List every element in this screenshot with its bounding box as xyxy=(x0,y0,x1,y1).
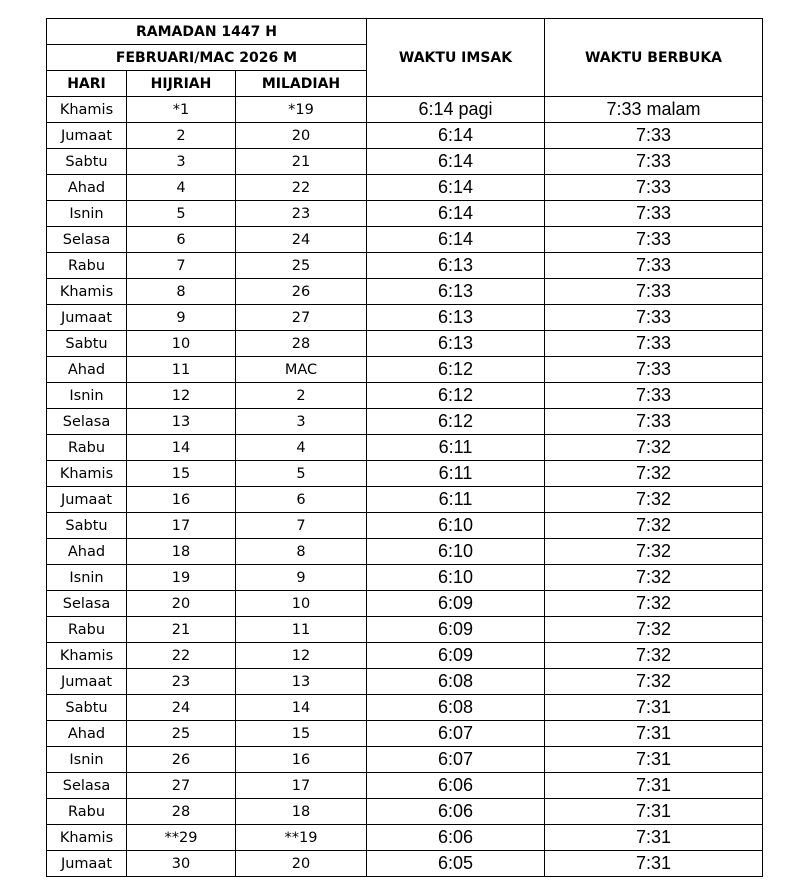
table-row xyxy=(47,643,763,669)
day-cell: Rabu xyxy=(47,435,127,461)
day-cell: Ahad xyxy=(47,539,127,565)
miladi-date-cell: 21 xyxy=(236,149,367,175)
berbuka-time-cell: 7:32 xyxy=(545,487,763,513)
hijri-date-cell: 22 xyxy=(127,643,236,669)
hijri-date-cell: 2 xyxy=(127,123,236,149)
miladi-date-cell: 15 xyxy=(236,721,367,747)
table-row xyxy=(47,435,763,461)
imsak-time-cell: 6:13 xyxy=(367,279,545,305)
miladi-date-cell: 28 xyxy=(236,331,367,357)
imsak-time-cell: 6:13 xyxy=(367,305,545,331)
hijri-date-cell: 5 xyxy=(127,201,236,227)
berbuka-time-cell: 7:31 xyxy=(545,799,763,825)
miladi-date-cell: 23 xyxy=(236,201,367,227)
day-cell: Selasa xyxy=(47,773,127,799)
hijri-date-cell: 21 xyxy=(127,617,236,643)
imsak-time-cell: 6:14 xyxy=(367,227,545,253)
hijri-date-cell: 28 xyxy=(127,799,236,825)
day-cell: Isnin xyxy=(47,747,127,773)
imsak-time-cell: 6:11 xyxy=(367,461,545,487)
berbuka-time-cell: 7:32 xyxy=(545,617,763,643)
berbuka-time-cell: 7:32 xyxy=(545,643,763,669)
month-subtitle: FEBRUARI/MAC 2026 M xyxy=(47,45,367,71)
hijri-date-cell: 23 xyxy=(127,669,236,695)
day-cell: Khamis xyxy=(47,461,127,487)
table-row xyxy=(47,851,763,877)
berbuka-time-cell: 7:32 xyxy=(545,591,763,617)
table-row xyxy=(47,253,763,279)
table-row xyxy=(47,409,763,435)
miladi-date-cell: 8 xyxy=(236,539,367,565)
table-row xyxy=(47,513,763,539)
berbuka-time-cell: 7:31 xyxy=(545,721,763,747)
berbuka-time-cell: 7:33 xyxy=(545,149,763,175)
table-row xyxy=(47,799,763,825)
imsak-time-cell: 6:14 xyxy=(367,175,545,201)
day-cell: Selasa xyxy=(47,409,127,435)
table-body xyxy=(47,97,763,877)
table-row xyxy=(47,123,763,149)
day-cell: Khamis xyxy=(47,825,127,851)
ramadan-title: RAMADAN 1447 H xyxy=(47,19,367,45)
day-cell: Jumaat xyxy=(47,487,127,513)
day-cell: Isnin xyxy=(47,383,127,409)
hijri-date-cell: 3 xyxy=(127,149,236,175)
berbuka-time-cell: 7:33 xyxy=(545,383,763,409)
miladi-date-cell: 3 xyxy=(236,409,367,435)
hijri-date-cell: 26 xyxy=(127,747,236,773)
day-cell: Selasa xyxy=(47,591,127,617)
hijri-date-cell: 12 xyxy=(127,383,236,409)
day-cell: Ahad xyxy=(47,357,127,383)
table-row xyxy=(47,357,763,383)
imsak-time-cell: 6:07 xyxy=(367,721,545,747)
day-cell: Isnin xyxy=(47,201,127,227)
miladi-date-cell: 13 xyxy=(236,669,367,695)
table-row xyxy=(47,721,763,747)
imsak-time-cell: 6:06 xyxy=(367,825,545,851)
day-cell: Jumaat xyxy=(47,851,127,877)
miladi-column-header: MILADIAH xyxy=(236,71,367,97)
day-cell: Sabtu xyxy=(47,695,127,721)
hijri-date-cell: 6 xyxy=(127,227,236,253)
berbuka-time-cell: 7:33 xyxy=(545,201,763,227)
berbuka-time-cell: 7:33 xyxy=(545,227,763,253)
imsak-time-cell: 6:14 pagi xyxy=(367,97,545,123)
berbuka-time-cell: 7:33 xyxy=(545,409,763,435)
day-cell: Khamis xyxy=(47,643,127,669)
table-row xyxy=(47,461,763,487)
hijri-date-cell: 11 xyxy=(127,357,236,383)
berbuka-time-cell: 7:33 xyxy=(545,279,763,305)
berbuka-time-cell: 7:33 xyxy=(545,331,763,357)
berbuka-time-cell: 7:33 malam xyxy=(545,97,763,123)
day-cell: Rabu xyxy=(47,253,127,279)
miladi-date-cell: 12 xyxy=(236,643,367,669)
day-cell: Sabtu xyxy=(47,149,127,175)
imsak-time-cell: 6:06 xyxy=(367,773,545,799)
table-header xyxy=(47,19,763,97)
hijri-date-cell: 14 xyxy=(127,435,236,461)
hijri-date-cell: 19 xyxy=(127,565,236,591)
miladi-date-cell: 25 xyxy=(236,253,367,279)
imsak-time-cell: 6:12 xyxy=(367,409,545,435)
imsak-time-cell: 6:10 xyxy=(367,565,545,591)
imsak-time-cell: 6:09 xyxy=(367,643,545,669)
hijri-date-cell: 24 xyxy=(127,695,236,721)
day-cell: Selasa xyxy=(47,227,127,253)
hijri-date-cell: 15 xyxy=(127,461,236,487)
berbuka-time-cell: 7:31 xyxy=(545,695,763,721)
day-cell: Ahad xyxy=(47,721,127,747)
berbuka-time-cell: 7:33 xyxy=(545,175,763,201)
day-cell: Jumaat xyxy=(47,305,127,331)
miladi-date-cell: 24 xyxy=(236,227,367,253)
imsak-time-cell: 6:13 xyxy=(367,331,545,357)
hijri-date-cell: 25 xyxy=(127,721,236,747)
berbuka-time-cell: 7:32 xyxy=(545,461,763,487)
day-cell: Jumaat xyxy=(47,123,127,149)
miladi-date-cell: 27 xyxy=(236,305,367,331)
imsak-time-cell: 6:05 xyxy=(367,851,545,877)
day-cell: Sabtu xyxy=(47,513,127,539)
berbuka-time-cell: 7:33 xyxy=(545,357,763,383)
hijri-date-cell: 18 xyxy=(127,539,236,565)
miladi-date-cell: 16 xyxy=(236,747,367,773)
berbuka-time-cell: 7:31 xyxy=(545,825,763,851)
berbuka-time-cell: 7:31 xyxy=(545,773,763,799)
hijri-date-cell: 13 xyxy=(127,409,236,435)
day-cell: Ahad xyxy=(47,175,127,201)
imsak-time-cell: 6:12 xyxy=(367,357,545,383)
miladi-date-cell: 22 xyxy=(236,175,367,201)
miladi-date-cell: 20 xyxy=(236,123,367,149)
table-row xyxy=(47,305,763,331)
miladi-date-cell: 10 xyxy=(236,591,367,617)
table-row xyxy=(47,227,763,253)
imsak-time-cell: 6:11 xyxy=(367,435,545,461)
table-row xyxy=(47,695,763,721)
miladi-date-cell: 26 xyxy=(236,279,367,305)
miladi-date-cell: *19 xyxy=(236,97,367,123)
berbuka-time-cell: 7:33 xyxy=(545,123,763,149)
day-cell: Khamis xyxy=(47,97,127,123)
table-row xyxy=(47,773,763,799)
miladi-date-cell: MAC xyxy=(236,357,367,383)
table-row xyxy=(47,201,763,227)
imsak-time-cell: 6:11 xyxy=(367,487,545,513)
miladi-date-cell: 11 xyxy=(236,617,367,643)
imsak-time-cell: 6:14 xyxy=(367,201,545,227)
imsak-time-cell: 6:07 xyxy=(367,747,545,773)
imsak-time-cell: 6:13 xyxy=(367,253,545,279)
hijri-date-cell: 4 xyxy=(127,175,236,201)
hijri-date-cell: 8 xyxy=(127,279,236,305)
table-row xyxy=(47,669,763,695)
hijri-date-cell: 16 xyxy=(127,487,236,513)
table-row xyxy=(47,825,763,851)
day-column-header: HARI xyxy=(47,71,127,97)
ramadan-schedule-table xyxy=(46,18,763,877)
day-cell: Sabtu xyxy=(47,331,127,357)
imsak-time-cell: 6:08 xyxy=(367,669,545,695)
miladi-date-cell: 7 xyxy=(236,513,367,539)
miladi-date-cell: 18 xyxy=(236,799,367,825)
day-cell: Isnin xyxy=(47,565,127,591)
berbuka-time-cell: 7:31 xyxy=(545,851,763,877)
day-cell: Jumaat xyxy=(47,669,127,695)
hijri-date-cell: 10 xyxy=(127,331,236,357)
table-row xyxy=(47,383,763,409)
day-cell: Rabu xyxy=(47,617,127,643)
berbuka-time-cell: 7:31 xyxy=(545,747,763,773)
berbuka-time-cell: 7:32 xyxy=(545,513,763,539)
berbuka-time-cell: 7:32 xyxy=(545,539,763,565)
hijri-date-cell: 27 xyxy=(127,773,236,799)
table-row xyxy=(47,487,763,513)
table-row xyxy=(47,617,763,643)
hijri-date-cell: 17 xyxy=(127,513,236,539)
imsak-time-cell: 6:06 xyxy=(367,799,545,825)
hijri-date-cell: *1 xyxy=(127,97,236,123)
miladi-date-cell: **19 xyxy=(236,825,367,851)
miladi-date-cell: 20 xyxy=(236,851,367,877)
miladi-date-cell: 6 xyxy=(236,487,367,513)
table-row xyxy=(47,279,763,305)
imsak-time-cell: 6:10 xyxy=(367,539,545,565)
imsak-time-cell: 6:12 xyxy=(367,383,545,409)
berbuka-time-cell: 7:33 xyxy=(545,305,763,331)
berbuka-column-header: WAKTU BERBUKA xyxy=(545,19,763,97)
hijri-date-cell: 30 xyxy=(127,851,236,877)
table-row xyxy=(47,149,763,175)
table-row xyxy=(47,539,763,565)
hijri-column-header: HIJRIAH xyxy=(127,71,236,97)
miladi-date-cell: 2 xyxy=(236,383,367,409)
day-cell: Rabu xyxy=(47,799,127,825)
berbuka-time-cell: 7:33 xyxy=(545,253,763,279)
berbuka-time-cell: 7:32 xyxy=(545,669,763,695)
table-row xyxy=(47,331,763,357)
imsak-time-cell: 6:09 xyxy=(367,591,545,617)
miladi-date-cell: 17 xyxy=(236,773,367,799)
hijri-date-cell: **29 xyxy=(127,825,236,851)
table-row xyxy=(47,747,763,773)
table-row xyxy=(47,591,763,617)
imsak-time-cell: 6:14 xyxy=(367,123,545,149)
table-row xyxy=(47,97,763,123)
imsak-time-cell: 6:10 xyxy=(367,513,545,539)
miladi-date-cell: 9 xyxy=(236,565,367,591)
imsak-time-cell: 6:14 xyxy=(367,149,545,175)
hijri-date-cell: 20 xyxy=(127,591,236,617)
day-cell: Khamis xyxy=(47,279,127,305)
imsak-time-cell: 6:09 xyxy=(367,617,545,643)
table-row xyxy=(47,175,763,201)
hijri-date-cell: 7 xyxy=(127,253,236,279)
hijri-date-cell: 9 xyxy=(127,305,236,331)
berbuka-time-cell: 7:32 xyxy=(545,435,763,461)
imsak-column-header: WAKTU IMSAK xyxy=(367,19,545,97)
berbuka-time-cell: 7:32 xyxy=(545,565,763,591)
miladi-date-cell: 4 xyxy=(236,435,367,461)
imsak-time-cell: 6:08 xyxy=(367,695,545,721)
miladi-date-cell: 14 xyxy=(236,695,367,721)
miladi-date-cell: 5 xyxy=(236,461,367,487)
table-row xyxy=(47,565,763,591)
